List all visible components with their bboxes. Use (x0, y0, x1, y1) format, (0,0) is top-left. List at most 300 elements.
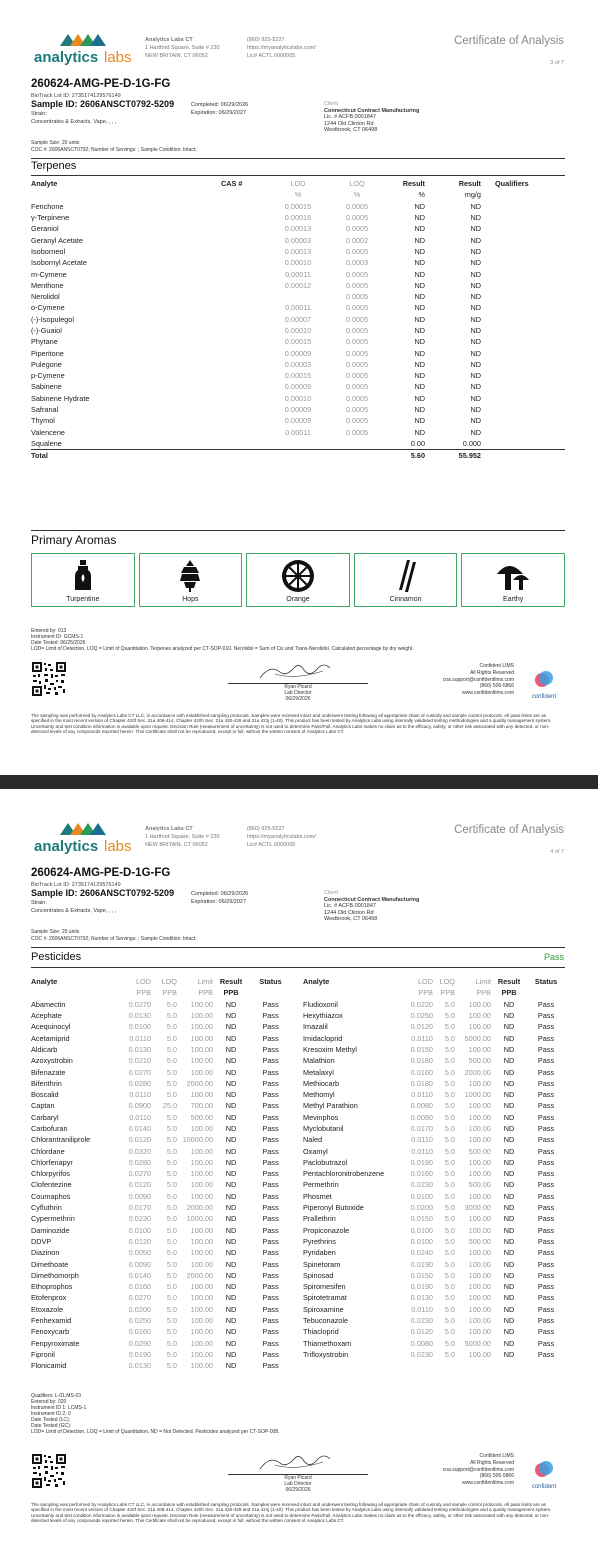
table-cell: ND (225, 1067, 237, 1077)
table-cell: Pass (537, 1338, 555, 1348)
table-cell: 100.00 (190, 1124, 213, 1133)
table-row (31, 1010, 292, 1021)
table-cell: Pass (262, 1214, 279, 1224)
table-row (303, 1145, 565, 1156)
lims-web[interactable]: www.confidentlims.com (462, 690, 514, 697)
table-cell: Pass (262, 1124, 279, 1133)
table-cell: 0.0130 (128, 1361, 151, 1371)
table-cell: 5.0 (444, 1338, 455, 1348)
table-cell: Pass (262, 1101, 279, 1111)
table-cell: Thiamethoxam (303, 1338, 352, 1348)
table-cell: 100.00 (190, 1044, 213, 1054)
table-cell: 0.0100 (128, 1022, 151, 1032)
date-tested: Date Tested: 06/25/2026 (31, 640, 86, 646)
table-cell: ND (503, 1157, 515, 1167)
completed-date: Completed: 06/29/2026 (191, 102, 249, 108)
sample-size-block (31, 140, 197, 153)
table-cell (221, 201, 269, 212)
table-cell: Phosmet (303, 1191, 332, 1201)
signer-block (228, 1475, 368, 1493)
table-cell: 0.0200 (128, 1304, 151, 1314)
table-cell: 5.0 (166, 1044, 177, 1054)
table-cell: ND (503, 1327, 515, 1337)
table-cell: Chlorfenapyr (31, 1157, 73, 1167)
table-cell: Boscalid (31, 1090, 59, 1100)
table-cell: ND (470, 326, 481, 335)
instrument-id: Instrument ID: GCMS-1 (31, 634, 84, 640)
signer-date: 06/29/2026 (285, 1487, 311, 1493)
table-cell: 5000.00 (464, 1338, 491, 1348)
table-cell: ND (470, 303, 481, 313)
table-row (31, 1292, 292, 1303)
table-cell: 5.0 (444, 1157, 455, 1167)
pesticides-table-right (303, 976, 565, 1360)
table-cell: Pass (537, 1157, 555, 1167)
table-cell: ND (225, 1056, 237, 1066)
lab-license: Lic# ACTL.0000005 (247, 53, 296, 59)
client-address-2: Westbrook, CT 06498 (324, 916, 378, 922)
table-cell (481, 438, 565, 450)
table-cell: 0.0200 (410, 1203, 433, 1213)
table-cell: 2000.00 (186, 1203, 213, 1213)
table-cell: 0.0320 (128, 1146, 151, 1156)
table-cell: 100.00 (468, 1191, 491, 1201)
page-3 (0, 0, 598, 775)
table-cell: Spinosad (303, 1270, 334, 1280)
table-cell: ND (503, 999, 515, 1009)
table-cell: Fenhexamid (31, 1316, 72, 1326)
table-cell: ND (414, 314, 425, 324)
table-row (31, 246, 565, 257)
table-units-row (303, 987, 565, 998)
table-row (31, 314, 565, 325)
table-row (303, 1066, 565, 1077)
table-cell: Pass (262, 1304, 279, 1314)
table-cell: Aldicarb (31, 1044, 58, 1054)
table-row (31, 1202, 292, 1213)
table-cell: ND (414, 258, 425, 268)
table-cell: 100.00 (190, 1259, 213, 1269)
table-cell: ND (414, 303, 425, 313)
table-row (31, 1191, 292, 1202)
table-cell: ND (503, 1022, 515, 1032)
table-cell: 0.0005 (345, 269, 369, 279)
table-cell: Pass (262, 1316, 279, 1326)
logo-text-labs: labs (104, 838, 132, 855)
table-cell (221, 393, 269, 404)
qr-code-icon[interactable] (31, 1453, 67, 1489)
table-cell: 0.00009 (284, 405, 312, 415)
table-cell: 5.0 (444, 1349, 455, 1359)
lims-email[interactable]: coa.support@confidentlims.com (442, 676, 514, 683)
table-cell: ND (503, 1124, 515, 1133)
table-cell: Pass (537, 1259, 555, 1269)
table-row (31, 347, 565, 358)
table-cell: 0.0150 (410, 1270, 433, 1280)
website-link[interactable]: https://myanalyticslabs.com/ (247, 834, 316, 840)
table-cell: ND (470, 405, 481, 415)
table-cell: 100.00 (468, 1304, 491, 1314)
table-row (303, 1179, 565, 1190)
table-cell: Mevinphos (303, 1112, 339, 1122)
disclaimer: The sampling was performed by Analytics Labs CT LLC, in accordance with established sampling protocols. Samples were received intact and underwent testing following all appropriate chain of custody and sample control protocols. All pass limits are as specified in the most recent version of Chapter 420f Sec. 21a 408-414, Chapter 420h Sec. 21a 420-429 and 21a 421j (1-40). This product has been tested by Analytics Labs using internally validated testing methodologies and a quality management system. Uncertainty and test condition information is available upon request. Decision Rule (measurement of uncertainty) is not used to determine Pass/Fail. Analytics Labs makes no claim as to the efficacy, safety, or other risk associated with any detected, or non-detected levels of any compounds reported herein. This Certificate shall not be reproduced, except in full, without the written consent of Analytics Labs CT. (31, 713, 552, 734)
sample-strain (31, 900, 117, 915)
table-cell: 0.00013 (284, 246, 312, 256)
table-cell: 0.00011 (285, 303, 311, 313)
analyticslabs-logo (32, 819, 144, 861)
table-cell: 0.0100 (410, 1236, 433, 1246)
logo-text-labs: labs (104, 49, 132, 66)
section-divider (31, 175, 565, 176)
table-cell: Valencene (31, 427, 65, 437)
table-row (31, 1066, 292, 1077)
footnote: LOD= Limit of Detection, LOQ = Limit of Quantitation, ND = Not Detected. Pesticides analyzed per CT-SOP-008. (31, 1429, 280, 1435)
table-cell: Fenpyroximate (31, 1338, 80, 1348)
table-cell: 5.0 (166, 1135, 177, 1145)
table-cell (221, 404, 269, 415)
table-cell: ND (470, 258, 481, 268)
table-cell: 0.0005 (345, 371, 369, 381)
table-cell (481, 370, 565, 381)
table-cell: Cyfluthrin (31, 1203, 62, 1213)
table-cell (221, 427, 269, 438)
lims-block (400, 1453, 514, 1487)
table-cell: Fipronil (31, 1349, 55, 1359)
table-cell: Bifenthrin (31, 1078, 62, 1088)
table-row (31, 1247, 292, 1258)
batch-id: 260624-AMG-PE-D-1G-FG (31, 867, 171, 879)
table-row (31, 1055, 292, 1066)
page-number: 4 of 7 (550, 849, 564, 855)
table-row (31, 1032, 292, 1043)
unit-label: PPB (162, 988, 177, 998)
table-cell: 0.0230 (410, 1316, 433, 1326)
table-cell: ND (225, 1033, 237, 1043)
table-cell (481, 280, 565, 291)
table-cell (481, 246, 565, 257)
table-cell: Flonicamid (31, 1361, 67, 1371)
table-cell: ND (414, 213, 425, 223)
col-header: LOQ (161, 977, 177, 987)
table-cell: 100.00 (190, 1067, 213, 1077)
table-cell: 0.0003 (345, 258, 369, 268)
table-row (31, 1326, 292, 1337)
table-cell: 0.00015 (284, 201, 312, 211)
table-cell: Bifenazate (31, 1067, 66, 1077)
table-row (31, 212, 565, 223)
table-row (303, 999, 565, 1010)
table-row (31, 1360, 292, 1371)
table-cell: Pass (262, 1270, 279, 1280)
table-cell: 100.00 (190, 1169, 213, 1179)
table-cell: 0.0005 (345, 393, 369, 403)
table-cell: 5.0 (444, 1203, 455, 1213)
table-cell: 0.00007 (284, 314, 312, 324)
table-cell: 5.0 (166, 1180, 177, 1190)
table-cell: ND (225, 1338, 237, 1348)
table-cell: Methyl Parathion (303, 1101, 358, 1111)
table-cell: 10000.00 (182, 1135, 213, 1145)
table-row (303, 1258, 565, 1269)
table-cell: 100.00 (468, 1044, 491, 1054)
table-cell (221, 268, 269, 279)
table-cell: 5.0 (166, 1236, 177, 1246)
table-row (31, 1123, 292, 1134)
table-cell (481, 234, 565, 245)
table-cell (481, 404, 565, 415)
table-cell: 5.0 (166, 1191, 177, 1201)
table-cell: 5.0 (166, 1146, 177, 1156)
address-line-1: 1 Hartford Square, Suite # 230 (145, 45, 220, 51)
table-cell: ND (414, 371, 425, 381)
table-row (31, 1112, 292, 1123)
table-cell: ND (503, 1067, 515, 1077)
table-cell: 0.0005 (345, 303, 369, 313)
table-cell: 0.0170 (410, 1124, 433, 1133)
table-row (31, 999, 292, 1010)
table-row (303, 1225, 565, 1236)
col-header: LOD (135, 977, 151, 987)
table-row (303, 1247, 565, 1258)
table-cell: 5.0 (166, 1259, 177, 1269)
table-row (31, 201, 565, 212)
table-row (31, 427, 565, 438)
entered-by: Entered by: 020 (31, 1399, 67, 1405)
lims-email[interactable]: coa.support@confidentlims.com (442, 1466, 514, 1473)
table-cell: Pass (262, 1248, 279, 1258)
table-cell: ND (225, 1112, 237, 1122)
table-cell: Pass (262, 1135, 279, 1145)
table-cell: ND (225, 1101, 237, 1111)
table-cell (221, 314, 269, 325)
table-cell: 5.0 (166, 1169, 177, 1179)
table-cell: 0.0160 (128, 1327, 151, 1337)
table-cell: Acetamiprid (31, 1033, 70, 1043)
table-row (31, 415, 565, 426)
table-cell: Pass (537, 1078, 555, 1088)
table-cell (221, 280, 269, 291)
table-cell: Chlorantraniliprole (31, 1135, 91, 1145)
table-cell: Propiconazole (303, 1225, 350, 1235)
table-cell: 100.00 (190, 1157, 213, 1167)
matrix: Concentrates & Extracts, Vape, , , , (31, 907, 117, 914)
table-cell: 0.0130 (410, 1293, 433, 1303)
table-cell: ND (225, 1135, 237, 1145)
table-cell: 100.00 (190, 1056, 213, 1066)
table-cell: ND (414, 292, 425, 302)
col-header: Limit (197, 977, 213, 987)
table-cell: 100.00 (190, 1146, 213, 1156)
document-title: Certificate of Analysis (454, 824, 564, 836)
table-cell: ND (414, 280, 425, 290)
table-cell: 500.00 (190, 1112, 213, 1122)
table-cell: 5.0 (166, 1157, 177, 1167)
table-cell (481, 314, 565, 325)
table-row (303, 1338, 565, 1349)
table-cell: ND (414, 359, 425, 369)
table-row (303, 1326, 565, 1337)
table-cell: Imidacloprid (303, 1033, 343, 1043)
table-cell: Pass (537, 1011, 555, 1021)
table-cell: ND (470, 371, 481, 381)
table-cell: 0.0005 (345, 280, 369, 290)
unit-label: PPB (418, 988, 433, 998)
table-cell: 100.00 (190, 1361, 213, 1371)
table-cell: 5.0 (166, 1112, 177, 1122)
table-cell: Pass (537, 1282, 555, 1292)
website-link[interactable]: https://myanalyticslabs.com/ (247, 45, 316, 51)
col-header: Result (219, 977, 243, 987)
table-cell: Spiroxamine (303, 1304, 344, 1314)
table-cell: 0.00011 (285, 269, 311, 279)
table-cell: Thiacloprid (303, 1327, 339, 1337)
table-cell: ND (503, 1101, 515, 1111)
lims-web[interactable]: www.confidentlims.com (462, 1480, 514, 1487)
table-cell: ND (414, 427, 425, 437)
table-cell: 0.0110 (129, 1033, 151, 1043)
table-cell: Pass (262, 1011, 279, 1021)
table-cell: 0.0005 (345, 213, 369, 223)
table-row (303, 1236, 565, 1247)
table-cell: 500.00 (468, 1146, 491, 1156)
table-cell: 0.00015 (284, 337, 312, 347)
table-row (31, 1179, 292, 1190)
instrument-id-2: Instrument ID 2: 0 (31, 1411, 71, 1417)
table-cell: 5.0 (166, 1316, 177, 1326)
table-cell: ND (225, 1191, 237, 1201)
table-cell: 5.0 (166, 1248, 177, 1258)
table-cell: Metalaxyl (303, 1067, 334, 1077)
col-header: Qualifiers (495, 179, 529, 189)
table-cell (481, 201, 565, 212)
table-row (31, 223, 565, 234)
table-cell: 0.0005 (345, 382, 369, 392)
table-cell: 5.0 (166, 1033, 177, 1043)
table-cell: Azoxystrobin (31, 1056, 73, 1066)
table-cell: Fludioxonil (303, 999, 338, 1009)
table-row (303, 1010, 565, 1021)
table-cell: ND (225, 1022, 237, 1032)
test-info (31, 1393, 280, 1435)
table-cell: ND (503, 1044, 515, 1054)
table-cell: ND (225, 1124, 237, 1133)
table-cell: Pass (537, 1191, 555, 1201)
table-cell: Carbofuran (31, 1124, 68, 1133)
table-cell: Pass (537, 1124, 555, 1133)
aroma-tile (461, 553, 565, 607)
table-row (303, 1168, 565, 1179)
unit-label: % (418, 190, 425, 200)
table-cell (221, 234, 269, 245)
table-cell: ND (225, 1259, 237, 1269)
table-cell: 100.00 (190, 1327, 213, 1337)
table-cell: 100.00 (190, 1338, 213, 1348)
table-cell: 0.0220 (410, 999, 433, 1009)
table-cell: 5.0 (166, 1293, 177, 1303)
table-cell: ND (414, 235, 425, 245)
table-cell (221, 336, 269, 347)
table-cell: Pass (262, 1338, 279, 1348)
signer-block (228, 684, 368, 702)
table-cell: Pass (537, 1225, 555, 1235)
confident-text: confident (531, 694, 557, 700)
table-cell (481, 381, 565, 392)
table-cell: ND (414, 201, 425, 211)
analyticslabs-logo (32, 30, 144, 72)
table-cell: 100.00 (468, 1349, 491, 1359)
table-cell: ND (503, 1304, 515, 1314)
table-cell: ND (503, 1033, 515, 1043)
table-cell: Isoborneol (31, 246, 66, 256)
section-title-pesticides: Pesticides (31, 951, 82, 963)
table-cell: 0.0100 (410, 1191, 433, 1201)
table-cell: Pass (537, 1067, 555, 1077)
table-row (31, 268, 565, 279)
table-cell: Pass (262, 1293, 279, 1303)
table-cell (221, 291, 269, 302)
lab-contact (247, 825, 316, 849)
table-row (303, 1044, 565, 1055)
table-row (303, 1055, 565, 1066)
address-line-2: NEW BRITAIN, CT 06052 (145, 842, 208, 848)
table-cell: 0.0005 (345, 337, 369, 347)
table-row (303, 1202, 565, 1213)
table-cell: 0.0190 (410, 1157, 433, 1167)
table-cell: Abamectin (31, 999, 66, 1009)
table-cell: Pass (537, 1236, 555, 1246)
col-header: Status (259, 977, 282, 987)
table-cell: Pyridaben (303, 1248, 336, 1258)
table-cell: ND (225, 1327, 237, 1337)
lab-license: Lic# ACTL.0000005 (247, 842, 296, 848)
table-cell (269, 291, 327, 302)
table-cell: Piperitone (31, 348, 64, 358)
table-cell: 2000.00 (464, 1067, 491, 1077)
table-cell: γ-Terpinene (31, 213, 70, 223)
table-cell: 0.00012 (284, 280, 312, 290)
document-title: Certificate of Analysis (454, 35, 564, 47)
sample-id: Sample ID: 2606ANSCT0792-5209 (31, 99, 175, 109)
table-cell (221, 223, 269, 234)
table-cell (221, 257, 269, 268)
table-cell: Oxamyl (303, 1146, 328, 1156)
table-cell: 5.0 (166, 1327, 177, 1337)
table-cell: Prallethrin (303, 1214, 336, 1224)
table-cell: 100.00 (468, 1101, 491, 1111)
table-cell: Spiromesifen (303, 1282, 346, 1292)
table-row (303, 1191, 565, 1202)
table-cell: 5.0 (444, 1327, 455, 1337)
table-cell: ND (503, 1203, 515, 1213)
table-cell: Chlordane (31, 1146, 65, 1156)
hops-icon (175, 558, 205, 594)
qr-code-icon[interactable] (31, 661, 67, 697)
table-cell (269, 450, 327, 462)
instrument-id-1: Instrument ID 1: LCMS-1 (31, 1405, 87, 1411)
table-cell (221, 347, 269, 358)
address-line-1: 1 Hartford Square, Suite # 230 (145, 834, 220, 840)
table-cell: ND (503, 1236, 515, 1246)
table-cell: Pass (537, 1327, 555, 1337)
col-header: LOQ (439, 977, 455, 987)
phone: (860) 925-5227 (247, 37, 285, 43)
table-cell: o-Cymene (31, 303, 65, 313)
table-cell: Pass (537, 1270, 555, 1280)
client-name: Connecticut Contract Manufacturing (324, 896, 420, 903)
table-cell: 0.0002 (345, 235, 369, 245)
table-cell (221, 302, 269, 313)
table-cell: 100.00 (468, 1112, 491, 1122)
